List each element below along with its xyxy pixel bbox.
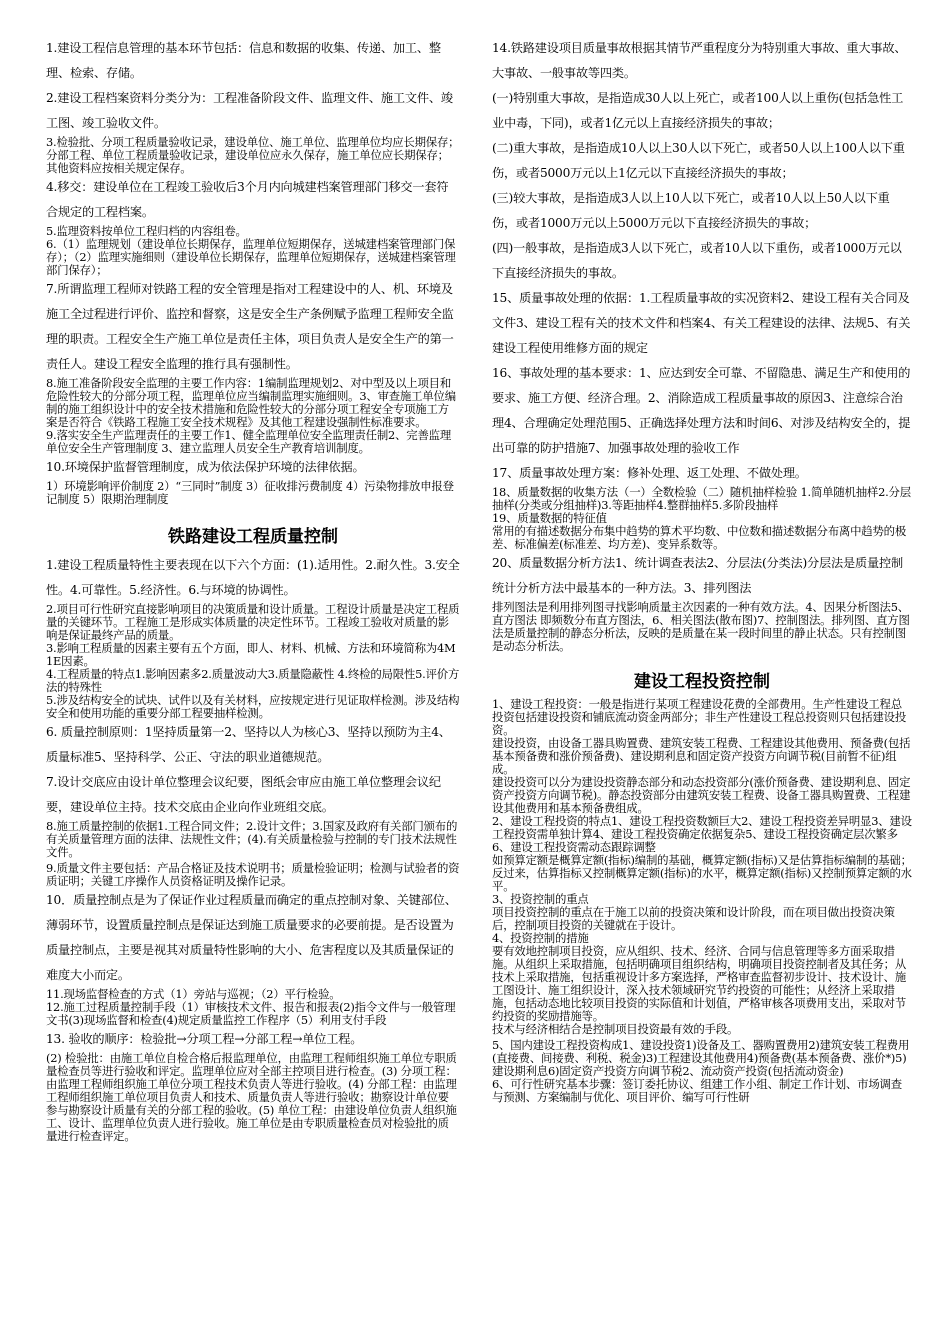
quality-item-8: 8.施工质量控制的依据1.工程合同文件；2.设计文件；3.国家及政府有关部门颁布的有关质量管理方面的法律、法规性文件；(4).有关质量检验与控制的专门技术法规性文件。 [46, 819, 458, 859]
item-14: 14.铁路建设项目质量事故根据其情节严重程度分为特别重大事故、重大事故、大事故、一般事故等四类。 [492, 41, 907, 80]
item-10: 10.环境保护监督管理制度，成为依法保护环境的法律依据。 [46, 460, 365, 474]
quality-item-7: 7.设计交底应由设计单位整理会议纪要，图纸会审应由施工单位整理会议纪要，建设单位主持。技术交底由企业向作业班组交底。 [46, 775, 441, 814]
invest-item-4-c: 技术与经济相结合是控制项目投资最有效的手段。 [492, 1022, 739, 1036]
item-1: 1.建设工程信息管理的基本环节包括：信息和数据的收集、传递、加工、整理、检索、存储。 [46, 41, 441, 80]
item-8: 8.施工准备阶段安全监理的主要工作内容：1编制监理规划2、对中型及以上项目和危险性较大的分部分项工程，监理单位应当编制监理实施细则。3、审查施工单位编制的施工组织设计中的安全技术措施和危险性较大的分部分项工程安全专项施工方案是否符合《铁路工程施工安全技术规程》及其他工程建设强制性标准要求。 [46, 376, 456, 429]
section-title-quality: 铁路建设工程质量控制 [168, 527, 338, 547]
quality-item-3: 3.影响工程质量的因素主要有五个方面，即人、材料、机械、方法和环境简称为4M1E因素。 [46, 641, 456, 668]
quality-item-13: 13. 验收的顺序：检验批→分项工程→分部工程→单位工程。 [46, 1032, 363, 1046]
invest-item-4: 4、投资控制的措施 [492, 931, 589, 945]
section-title-investment: 建设工程投资控制 [634, 672, 770, 692]
quality-item-6: 6. 质量控制原则：1坚持质量第一2、坚持以人为核心3、坚持以预防为主4、质量标准5、坚持科学、公正、守法的职业道德规范。 [46, 725, 451, 764]
item-5: 5.监理资料按单位工程归档的内容组卷。 [46, 224, 247, 238]
invest-item-1: 1、建设工程投资：一般是指进行某项工程建设花费的全部费用。生产性建设工程总投资包括建设投资和铺底流动资金两部分；非生产性建设工程总投资则只包括建设投资。 [492, 697, 907, 737]
item-6: 6.（1）监理规划（建设单位长期保存，监理单位短期保存，送城建档案管理部门保存）；（2）监理实施细则（建设单位长期保存，监理单位短期保存，送城建档案管理部门保存）； [46, 237, 456, 277]
quality-item-12: 12.施工过程质量控制手段（1）审核技术文件、报告和报表(2)指令文件与一般管理文书(3)现场监督和检查(4)规定质量监控工作程序（5）利用支付手段 [46, 1000, 456, 1027]
item-10-list: 1）环境影响评价制度 2）“三同时”制度 3）征收排污费制度 4）污染物排放申报登记制度 5）限期治理制度 [46, 479, 454, 506]
item-17: 17、质量事故处理方案：修补处理、返工处理、不做处理。 [492, 466, 807, 480]
right-column [492, 36, 912, 1104]
item-16: 16、事故处理的基本要求：1、应达到安全可靠、不留隐患、满足生产和使用的要求、施工方便、经济合理。2、消除造成工程质量事故的原因3、注意综合治理4、合理确定处理范围5、正确选择处理方法和时间6、对涉及结构安全的，提出可靠的防护措施7、加强事故处理的验收工作 [492, 366, 911, 455]
invest-item-3-b: 项目投资控制的重点在于施工以前的投资决策和设计阶段，而在项目做出投资决策后，控制项目投资的关键就在于设计。 [492, 905, 895, 932]
item-19: 19、质量数据的特征值 [492, 511, 607, 525]
quality-item-9: 9.质量文件主要包括：产品合格证及技术说明书；质量检验证明；检测与试验者的资质证明；关键工序操作人员资格证明及操作记录。 [46, 861, 460, 888]
item-3: 3.检验批、分项工程质量验收记录，建设单位、施工单位、监理单位均应长期保存；分部工程、单位工程质量验收记录，建设单位应永久保存，施工单位应长期保存；其他资料应按相关规定保存。 [46, 135, 460, 175]
quality-item-2: 2.项目可行性研究直接影响项目的决策质量和设计质量。工程设计质量是决定工程质量的关键环节。工程施工是形成实体质量的决定性环节。工程竣工验收对质量的影响是保证最终产品的质量。 [46, 602, 460, 642]
accident-class-1: (一)特别重大事故，是指造成30人以上死亡，或者100人以上重伤(包括急性工业中毒，下同)，或者1亿元以上直接经济损失的事故； [492, 91, 904, 130]
invest-item-1-c: 建设投资可以分为建设投资静态部分和动态投资部分(涨价预备费、建设期利息、固定资产投资方向调节税)。静态投资部分由建筑安装工程费、设备工器具购置费、工程建设其他费用和基本预备费组成。 [492, 775, 911, 815]
item-20-text: 排列图法是利用排列图寻找影响质量主次因素的一种有效方法。4、因果分析图法5、直方图法 即频数分布直方图法，6、相关图法(散布图)7、控制图法。排列图、直方图法是质量控制的静态分析法，反映的是质量在某一段时间里的静止状态。只有控制图是动态分析法。 [492, 600, 910, 653]
item-19-text: 常用的有描述数据分布集中趋势的算术平均数、中位数和描述数据分布离中趋势的极差、标准偏差(标准差、均方差)、变异系数等。 [492, 524, 907, 551]
item-15: 15、质量事故处理的依据：1.工程质量事故的实况资料2、建设工程有关合同及文件3、建设工程有关的技术文件和档案4、有关工程建设的法律、法规5、有关建设工程使用维修方面的规定 [492, 291, 911, 355]
invest-item-1-b: 建设投资，由设备工器具购置费、建筑安装工程费、工程建设其他费用、预备费(包括基本预备费和涨价预备费)、建设期利息和固定资产投资方向调节税(目前暂不征)组成。 [492, 736, 911, 776]
quality-item-10: 10．质量控制点是为了保证作业过程质量而确定的重点控制对象、关键部位、薄弱环节，设置质量控制点是保证达到施工质量要求的必要前提。是否设置为质量控制点，主要是视其对质量特性影响的大小、危害程度以及其质量保证的难度大小而定。 [46, 893, 457, 982]
item-9: 9.落实安全生产监理责任的主要工作1、健全监理单位安全监理责任制2、完善监理单位安全生产管理制度 3、建立监理人员安全生产教育培训制度。 [46, 428, 452, 455]
invest-item-5: 5、国内建设工程投资构成1、建设投资1)设备及工、器购置费用2)建筑安装工程费用(直接费、间接费、利税、税金)3)工程建设其他费用4)预备费(基本预备费、涨价*)5)建设期利息6)固定资产投资方向调节税2、流动资产投资(包括流动资金) [492, 1038, 910, 1078]
quality-item-11: 11.现场监督检查的方式（1）旁站与巡视；（2）平行检验。 [46, 987, 341, 1001]
invest-item-6: 6、可行性研究基本步骤：签订委托协议、组建工作小组、制定工作计划、市场调查与预测、方案编制与优化、项目评价、编写可行性研 [492, 1077, 902, 1104]
quality-item-5: 5.涉及结构安全的试块、试件以及有关材料，应按规定进行见证取样检测。涉及结构安全和使用功能的重要分部工程要抽样检测。 [46, 693, 460, 720]
item-18: 18、质量数据的收集方法（一）全数检验（二）随机抽样检验 1.简单随机抽样2.分层抽样(分类或分组抽样)3.等距抽样4.整群抽样5.多阶段抽样 [492, 485, 911, 512]
quality-item-4: 4.工程质量的特点1.影响因素多2.质量波动大3.质量隐蔽性 4.终检的局限性5.评价方法的特殊性 [46, 667, 460, 694]
invest-item-4-b: 要有效地控制项目投资，应从组织、技术、经济、合同与信息管理等多方面采取措施。从组织上采取措施，包括明确项目组织结构，明确项目投资控制者及其任务；从技术上采取措施，包括重视设计多方案选择，严格审查监督初步设计、技术设计、施工图设计、施工组织设计，深入技术领域研究节约投资的可能性；从经济上采取措施，包括动态地比较项目投资的实际值和计划值，严格审核各项费用支出，采取对节约投资的奖励措施等。 [492, 944, 907, 1023]
item-4: 4.移交：建设单位在工程竣工验收后3个月内向城建档案管理部门移交一套符合规定的工程档案。 [46, 180, 449, 219]
accident-class-4: (四)一般事故，是指造成3人以下死亡，或者10人以下重伤，或者1000万元以下直接经济损失的事故。 [492, 241, 902, 280]
accident-class-3: (三)较大事故，是指造成3人以上10人以下死亡，或者10人以上50人以下重伤，或者1000万元以上5000万元以下直接经济损失的事故； [492, 191, 890, 230]
left-column [46, 36, 460, 1143]
invest-item-3: 3、投资控制的重点 [492, 892, 589, 906]
item-2: 2.建设工程档案资料分类分为：工程准备阶段文件、监理文件、施工文件、竣工图、竣工验收文件。 [46, 91, 453, 130]
invest-item-2: 2、建设工程投资的特点1、建设工程投资数额巨大2、建设工程投资差异明显3、建设工程投资需单独计算4、建设工程投资确定依据复杂5、建设工程投资确定层次繁多6、建设工程投资需动态跟踪调整 [492, 814, 912, 854]
invest-item-2-b: 如预算定额是概算定额(指标)编制的基础，概算定额(指标)又是估算指标编制的基础；反过来，估算指标又控制概算定额(指标)的水平，概算定额(指标)又控制预算定额的水平。 [492, 853, 912, 893]
item-20: 20、质量数据分析方法1、统计调查表法2、分层法(分类法)分层法是质量控制统计分析方法中最基本的一种方法。3、排列图法 [492, 556, 903, 595]
quality-item-acceptance: (2) 检验批：由施工单位自检合格后报监理单位，由监理工程师组织施工单位专职质量检查员等进行验收和评定。监理单位应对全部主控项目进行检查。(3) 分项工程：由监理工程师组织施工单位分项工程技术负责人等进行验收。(4) 分部工程：由监理工程师组织施工单位项目负责人和技术、质量负责人等进行验收；勘察设计单位要参与勘察设计质量有关的分部工程的验收。(5) 单位工程：由建设单位负责人组织施工、设计、监理单位负责人进行验收。施工单位是由专职质量检查员对检验批的质量进行检查评定。 [46, 1051, 457, 1143]
item-7: 7.所谓监理工程师对铁路工程的安全管理是指对工程建设中的人、机、环境及施工全过程进行评价、监控和督察，这是安全生产条例赋予监理工程师安全监理的职责。工程安全生产施工单位是责任主体，项目负责人是安全生产的第一责任人。建设工程安全监理的推行具有强制性。 [46, 282, 454, 371]
quality-item-1: 1.建设工程质量特性主要表现在以下六个方面：(1).适用性。2.耐久性。3.安全性。4.可靠性。5.经济性。6.与环境的协调性。 [46, 558, 460, 597]
accident-class-2: (二)重大事故，是指造成10人以上30人以下死亡，或者50人以上100人以下重伤，或者5000万元以上1亿元以下直接经济损失的事故； [492, 141, 905, 180]
